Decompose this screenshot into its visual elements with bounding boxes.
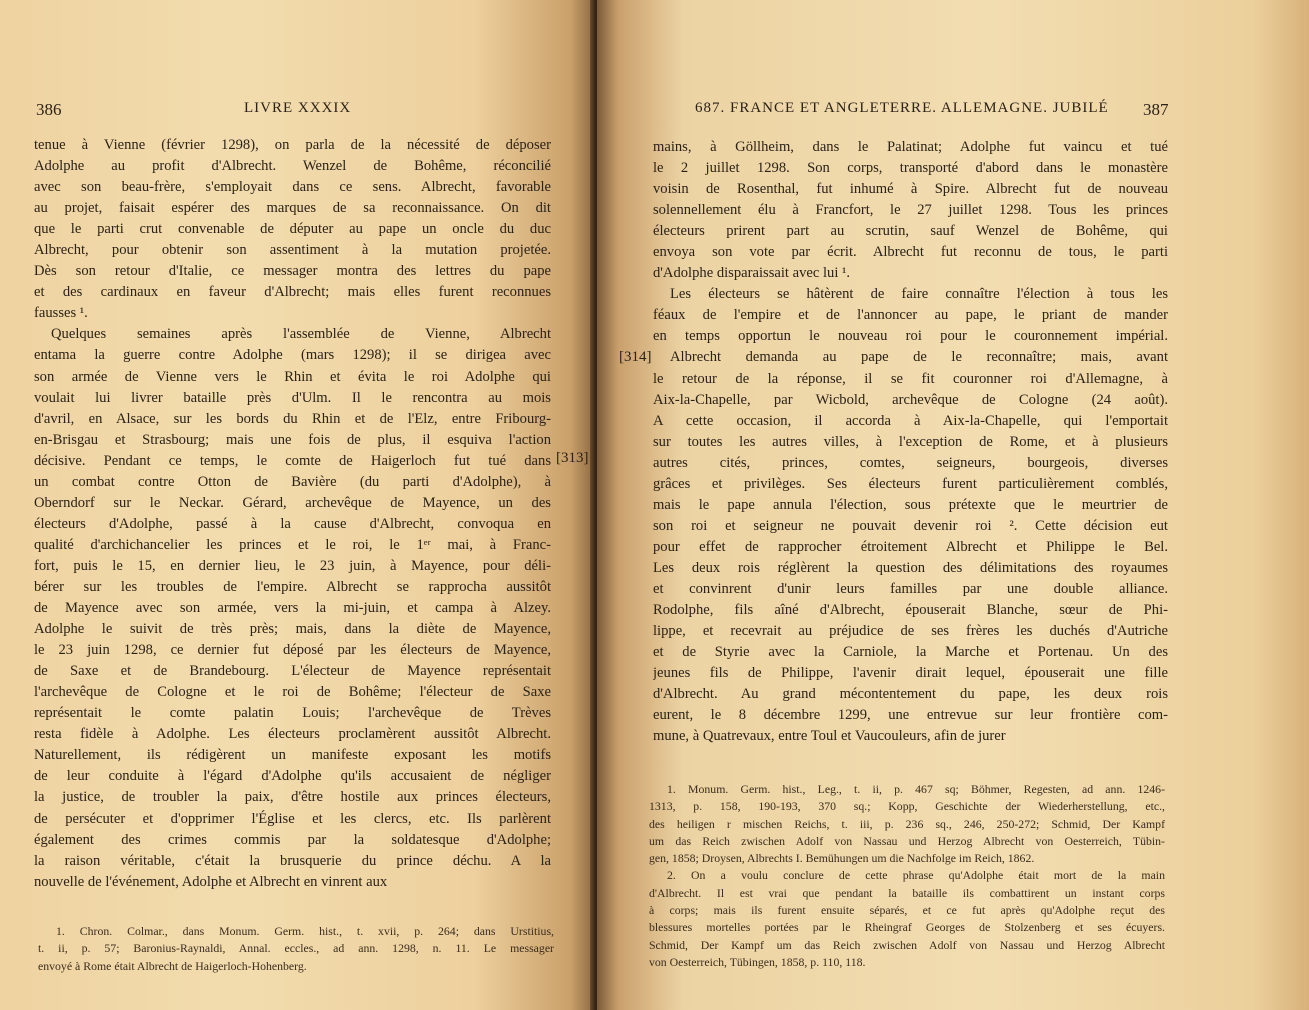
text-line: d'avril, en Alsace, sur les bords du Rhin et de l'Elz, entre Fribourg-: [34, 410, 551, 427]
text-line: lippe, et recevrait au préjudice de ses frères les duchés d'Autriche: [653, 623, 1168, 640]
text-line: fort, puis le 15, en dernier lieu, le 23 juin, à Mayence, pour déli-: [34, 557, 551, 574]
text-line: d'Albrecht. Au grand mécontentement du pape, les deux rois: [653, 686, 1168, 703]
text-line: son armée de Vienne vers le Rhin et évita le roi Adolphe qui: [34, 368, 551, 385]
text-line: également des crimes commis par la soldatesque d'Adolphe;: [34, 831, 551, 848]
footnote-line: Schmid, Der Kampf um das Reich zwischen Adolf von Nassau und Herzog Albrecht: [649, 937, 1165, 952]
footnote-line: d'Albrecht. Il est vrai que pendant la bataille ils combattirent un instant corps: [649, 885, 1165, 900]
text-line: fausses ¹.: [34, 305, 88, 322]
text-line: la justice, de troubler la paix, d'être hostile aux princes électeurs,: [34, 789, 551, 806]
text-line: jeunes fils de Philippe, l'avenir dirait lequel, épouserait une fille: [653, 665, 1168, 682]
right-footnotes: [649, 781, 1165, 971]
text-line: le 2 juillet 1298. Son corps, transporté d'abord dans le monastère: [653, 160, 1168, 177]
text-line: voisin de Rosenthal, fut inhumé à Spire. Albrecht fut de nouveau: [653, 181, 1168, 198]
text-line: Albrecht demanda au pape de le reconnaître; mais, avant: [670, 349, 1168, 366]
text-line: décisive. Pendant ce temps, le comte de Haigerloch fut tué dans: [34, 452, 551, 469]
text-line: son roi et seigneur ne pouvait devenir roi ². Cette décision eut: [653, 517, 1168, 534]
text-line: la raison véritable, c'était la brusquerie du prince déchu. A la: [34, 852, 551, 869]
text-line: électeurs prirent part au scrutin, sauf Wenzel de Bohême, qui: [653, 223, 1168, 240]
page-number: 387: [1143, 100, 1169, 119]
footnote-line: 1. Chron. Colmar., dans Monum. Germ. hist., t. xvii, p. 264; dans Urstitius,: [56, 924, 554, 938]
text-line: de leur conduite à l'égard d'Adolphe qu'ils accusaient de négliger: [34, 768, 551, 785]
text-line: féaux de l'empire et de l'annoncer au pape, le priant de mander: [653, 307, 1168, 324]
text-line: le retour de la réponse, il se fit couronner roi d'Allemagne, à: [653, 370, 1168, 387]
text-line: bérer sur les troubles de l'empire. Albrecht se rapprocha aussitôt: [34, 578, 551, 595]
left-page: [0, 0, 594, 1010]
text-line: grâces et privilèges. Ses électeurs furent particulièrement comblés,: [653, 475, 1168, 492]
footnote-line: 1. Monum. Germ. hist., Leg., t. ii, p. 467 sq; Böhmer, Regesten, ad ann. 1246-: [667, 782, 1165, 796]
text-line: et de Styrie avec la Carniole, la Marche et Portenau. Un des: [653, 644, 1168, 661]
text-line: mains, à Göllheim, dans le Palatinat; Adolphe fut vaincu et tué: [653, 139, 1168, 155]
footnote-line: des heiligen r mischen Reichs, t. iii, p. 236 sq., 246, 250-272; Schmid, Der Kampf: [649, 816, 1165, 831]
footnote-line: von Oesterreich, Tübingen, 1858, p. 110, 118.: [649, 954, 866, 969]
running-head: LIVRE XXXIX: [244, 100, 352, 116]
text-line: qualité d'archichancelier les princes et le roi, le 1ᵉʳ mai, à Franc-: [34, 536, 551, 553]
text-line: Les électeurs se hâtèrent de faire connaître l'élection à tous les: [670, 286, 1168, 303]
text-line: un combat contre Otton de Bavière (du parti d'Adolphe), à: [34, 473, 551, 490]
text-line: resta fidèle à Adolphe. Les électeurs proclamèrent aussitôt Albrecht.: [34, 726, 551, 743]
footnote-line: blessures mortelles portées par le Rheingraf Georges de Stolzenberg et ses écuyers.: [649, 920, 1165, 935]
footnote-line: 2. On a voulu conclure de cette phrase qu'Adolphe était mort de la main: [667, 868, 1165, 883]
text-line: en temps opportun le nouveau roi pour le couronnement impérial.: [653, 328, 1168, 345]
text-line: mais le pape annula l'élection, sous prétexte que le meurtrier de: [653, 496, 1168, 513]
running-head: 687. FRANCE ET ANGLETERRE. ALLEMAGNE. JUBILÉ: [695, 100, 1109, 116]
text-line: l'archevêque de Cologne et le roi de Bohême; l'électeur de Saxe: [34, 684, 551, 701]
right-page: [597, 0, 1309, 1010]
footnote-line: gen, 1858; Droysen, Albrechts I. Bemühungen um die Nachfolge im Reich, 1862.: [649, 851, 1035, 866]
text-line: voulait lui livrer bataille près d'Ulm. Il le rencontra au mois: [34, 389, 551, 406]
footnote-line: 1313, p. 158, 190-193, 370 sq.; Kopp, Geschichte der Wiederherstellung, etc.,: [649, 799, 1165, 814]
text-line: de persécuter et d'opprimer l'Église et les clercs, etc. Ils parlèrent: [34, 810, 551, 827]
text-line: Dès son retour d'Italie, ce messager montra des lettres du pape: [34, 263, 551, 280]
text-line: Albrecht, pour obtenir son assentiment à la mutation projetée.: [34, 242, 551, 259]
text-line: électeurs d'Adolphe, passé à la cause d'Albrecht, convoqua en: [34, 515, 551, 532]
footnote-line: t. ii, p. 57; Baronius-Raynaldi, Annal. eccles., ad ann. 1298, n. 11. Le messager: [38, 941, 554, 956]
footnote-line: um das Reich zwischen Adolf von Nassau und Herzog Albrecht von Oesterreich, Tübin-: [649, 833, 1165, 848]
text-line: Adolphe le suivit de très près; mais, dans la diète de Mayence,: [34, 621, 551, 638]
left-body-text: [34, 135, 551, 893]
text-line: que le parti crut convenable de députer au pape un oncle du duc: [34, 221, 551, 238]
text-line: Quelques semaines après l'assemblée de Vienne, Albrecht: [51, 326, 551, 343]
page-number: 386: [36, 100, 62, 119]
text-line: Rodolphe, fils aîné d'Albrecht, épouserait Blanche, sœur de Phi-: [653, 602, 1168, 619]
right-body-text: [653, 137, 1168, 747]
text-line: Adolphe au profit d'Albrecht. Wenzel de Bohême, réconcilié: [34, 158, 551, 175]
text-line: avec son beau-frère, s'employait dans ce sens. Albrecht, favorable: [34, 179, 551, 196]
text-line: représentait le comte palatin Louis; l'archevêque de Trèves: [34, 705, 551, 722]
text-line: tenue à Vienne (février 1298), on parla de la nécessité de déposer: [34, 137, 551, 153]
text-line: d'Adolphe disparaissait avec lui ¹.: [653, 265, 851, 282]
text-line: pour effet de rapprocher étroitement Albrecht et Philippe le Bel.: [653, 538, 1168, 555]
text-line: Naturellement, ils rédigèrent un manifeste exposant les motifs: [34, 747, 551, 764]
footnote-line: à corps; mais ils furent ensuite séparés, et ce fut après qu'Adolphe reçut des: [649, 903, 1165, 918]
text-line: solennellement élu à Francfort, le 27 juillet 1298. Tous les princes: [653, 202, 1168, 219]
text-line: sur toutes les autres villes, à l'exception de Rome, et à plusieurs: [653, 433, 1168, 450]
text-line: entama la guerre contre Adolphe (mars 1298); il se dirigea avec: [34, 347, 551, 364]
margin-page-reference: [314]: [619, 349, 652, 365]
margin-page-reference: [313]: [556, 450, 589, 466]
text-line: Les deux rois réglèrent la question des délimitations des royaumes: [653, 559, 1168, 576]
text-line: nouvelle de l'événement, Adolphe et Albrecht en vinrent aux: [34, 873, 388, 890]
text-line: de Saxe et de Brandebourg. L'électeur de Mayence représentait: [34, 663, 551, 680]
left-footnotes: [38, 923, 554, 975]
text-line: et des cardinaux en faveur d'Albrecht; mais elles furent reconnues: [34, 284, 551, 301]
text-line: et convinrent d'unir leurs familles par une double alliance.: [653, 580, 1168, 597]
footnote-line: envoyé à Rome était Albrecht de Haigerloch-Hohenberg.: [38, 958, 307, 973]
text-line: Oberndorf sur le Neckar. Gérard, archevêque de Mayence, un des: [34, 494, 551, 511]
text-line: le 23 juin 1298, ce dernier fut déposé par les électeurs de Mayence,: [34, 642, 551, 659]
text-line: Aix-la-Chapelle, par Wicbold, archevêque de Cologne (24 août).: [653, 391, 1168, 408]
text-line: A cette occasion, il accorda à Aix-la-Chapelle, qui l'emportait: [653, 412, 1168, 429]
text-line: envoya son vote par écrit. Albrecht fut reconnu de tous, le parti: [653, 244, 1168, 261]
text-line: de Mayence avec son armée, vers la mi-juin, et campa à Alzey.: [34, 600, 551, 617]
text-line: autres cités, princes, comtes, seigneurs, bourgeois, diverses: [653, 454, 1168, 471]
text-line: eurent, le 8 décembre 1299, une entrevue sur leur frontière com-: [653, 707, 1168, 724]
text-line: en-Brisgau et Strasbourg; mais une fois de plus, il esquiva l'action: [34, 431, 551, 448]
text-line: mune, à Quatrevaux, entre Toul et Vaucouleurs, afin de jurer: [653, 728, 1006, 745]
text-line: au projet, faisait espérer des marques de sa reconnaissance. On dit: [34, 200, 551, 217]
